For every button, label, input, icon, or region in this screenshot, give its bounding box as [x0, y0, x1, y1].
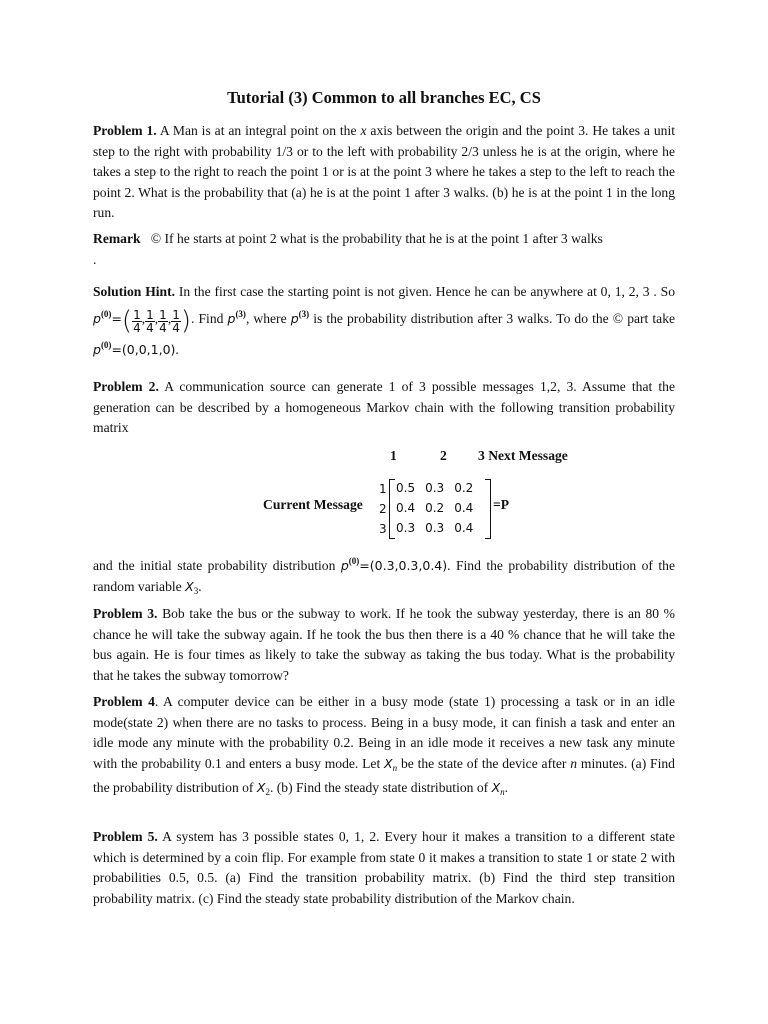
- hint-text-d: is the probability distribution after 3 walks. To do the: [313, 311, 609, 326]
- hint-text-b: . Find: [191, 311, 224, 326]
- p-symbol-2: p: [227, 311, 236, 326]
- sup-3b: (3): [298, 309, 310, 319]
- remark: [93, 229, 675, 270]
- fraction-4: $\frac{1}{4}$: [172, 308, 180, 335]
- col-header-3: 3 Next Message: [478, 448, 568, 463]
- hint-text-e: part take: [627, 311, 676, 326]
- p-symbol-4: p: [93, 342, 101, 357]
- sup-0: (0): [100, 309, 112, 319]
- matrix-row: [391, 518, 478, 538]
- matrix-brackets: [389, 479, 491, 539]
- row-label: Current Message: [263, 497, 363, 512]
- p-symbol: p: [93, 311, 101, 326]
- fraction-1: $\frac{1}{4}$: [133, 308, 141, 335]
- copyright-icon: ©: [150, 231, 162, 246]
- equals-sign-3: =: [359, 558, 370, 573]
- sup-3: (3): [235, 309, 246, 319]
- xn-sub: n: [392, 762, 398, 773]
- problem-4: [93, 692, 675, 803]
- p-symbol-3: p: [290, 311, 299, 326]
- problem-1-label: Problem 1.: [93, 123, 157, 138]
- row-index-2: 2: [379, 502, 387, 516]
- problem-4-text-a: . A computer device can be either in a busy mode (state 1) processing a task or in an idle mode(state 2) when there are no tasks to process. Being in a busy mode, it can finish a task and enter an idle mode any minute with the probability 0.2. Being in an idle mode it receives a new task any minute with the probability 0.1 and enters a busy mode. Let: [93, 694, 675, 771]
- vector-0010: (0,0,1,0): [121, 342, 176, 357]
- period: .: [198, 578, 202, 594]
- problem-2-label: Problem 2.: [93, 379, 159, 394]
- problem-1-text-a: A Man is at an integral point on the: [159, 123, 357, 138]
- vector-initial: (0.3,0.3,0.4): [369, 558, 448, 573]
- matrix-cell: 0.4: [396, 501, 416, 515]
- n-variable: n: [570, 755, 578, 771]
- matrix-row: [391, 478, 478, 498]
- problem-5: [93, 827, 675, 909]
- matrix-cell: 0.2: [454, 481, 474, 495]
- problem-5-text: A system has 3 possible states 0, 1, 2. Every hour it makes a transition to a different state which is determined by a coin flip. For example from state 0 it makes a transition to state 1 or state 2 with probabilities 0.5, 0.5. (a) Find the transition probability matrix. (b) Find the third step transition probability matrix. (c) Find the steady state probability distribution of the Markov chain.: [93, 829, 675, 906]
- x-symbol: X: [185, 578, 194, 594]
- row-index-1: 1: [379, 482, 387, 496]
- sup-0c: (0): [348, 556, 360, 566]
- copyright-icon-2: ©: [612, 311, 624, 326]
- problem-2-text-after-a: and the initial state probability distribution: [93, 558, 336, 573]
- transition-matrix: [263, 477, 683, 537]
- problem-4-label: Problem 4: [93, 694, 155, 709]
- hint-text-a: In the first case the starting point is not given. Hence he can be anywhere at 0, 1, 2, 3 . So: [178, 284, 675, 299]
- hint-label: Solution Hint.: [93, 284, 176, 299]
- problem-4-text-d: . (b) Find the steady state distribution of: [269, 780, 489, 796]
- equals-sign: =: [111, 311, 122, 326]
- fraction-3: $\frac{1}{4}$: [159, 308, 167, 335]
- equals-p: =P: [493, 497, 510, 512]
- problem-2-text-after-b: . Find the probability distribution of the random variable: [93, 558, 675, 594]
- period-2: .: [504, 780, 509, 796]
- problem-4-text-b: be the state of the device after: [400, 755, 567, 771]
- col-header-1: 1: [390, 448, 397, 463]
- problem-3: [93, 604, 675, 686]
- equals-sign-2: =: [111, 342, 122, 357]
- row-index-3: 3: [379, 522, 387, 536]
- x-sub-3: 3: [193, 585, 199, 596]
- matrix-cell: 0.2: [425, 501, 445, 515]
- matrix-cell: 0.4: [454, 501, 474, 515]
- remark-text: If he starts at point 2 what is the probability that he is at the point 1 after 3 walks: [164, 231, 603, 246]
- matrix-cell: 0.5: [396, 481, 416, 495]
- problem-3-label: Problem 3.: [93, 606, 158, 621]
- page-title: Tutorial (3) Common to all branches EC, CS: [227, 88, 541, 107]
- xn-sub-2: n: [500, 787, 505, 798]
- p-symbol-5: p: [340, 558, 349, 573]
- problem-1: [93, 121, 675, 224]
- matrix-cell: 0.3: [425, 481, 445, 495]
- paren-open-icon: (: [121, 306, 133, 336]
- matrix-cell: 0.3: [396, 521, 416, 535]
- x-variable: x: [360, 123, 367, 138]
- xn-symbol: X: [384, 755, 393, 771]
- problem-1-text-b: axis between the origin and the point 3. He takes a unit step to the right with probability 1/3 or to the left with probability 2/3 unless he is at the origin, where he takes a step to the right to reach the point 1 or is at the point 3 where he takes a step to the left to reach the point 2. What is the probability that (a) he is at the point 1 after 3 walks. (b) he is at the point 1 in the long run.: [93, 123, 676, 221]
- problem-3-text: Bob take the bus or the subway to work. If he took the subway yesterday, there is an 80 % chance he will take the subway again. If he took the bus then there is a 40 % chance that he will take the bus again. He is four times as likely to take the subway as taking the bus today. What is the probability that he takes the subway tomorrow?: [93, 606, 675, 683]
- xn-symbol-2: X: [491, 780, 501, 796]
- hint-text-c: , where: [245, 311, 287, 326]
- remark-trail: .: [93, 251, 97, 267]
- x2-symbol: X: [256, 780, 266, 796]
- problem-2-continued: [93, 551, 675, 601]
- x2-sub: 2: [265, 787, 270, 798]
- matrix-cell: 0.4: [454, 521, 474, 535]
- sup-0b: (0): [100, 340, 112, 350]
- col-header-2: 2: [440, 448, 447, 463]
- problem-5-label: Problem 5.: [93, 829, 158, 844]
- solution-hint: Solution Hint. In the first case the starting point is not given. Hence he can be anywhere at 0, 1, 2, 3 . So $p^{(0)}=$( $\frac{1}{4}$ , $\frac{1}{4}$ , $\frac{1}{4}$ , $\frac{1}{4}$ ). Find $p^{(3)}$, where $p^{(3)}$ is the probability distribution after 3 walks. To do the © part take $p^{(0)}=(0,0,1,0)$.: [93, 284, 676, 357]
- paren-close-icon: ): [180, 306, 192, 336]
- problem-2: [93, 377, 675, 439]
- matrix-row: [391, 498, 478, 518]
- problem-4-text-c: minutes. (a) Find the probability distribution of: [93, 755, 675, 796]
- fraction-2: $\frac{1}{4}$: [146, 308, 154, 335]
- matrix-cell: 0.3: [425, 521, 445, 535]
- problem-2-text: A communication source can generate 1 of 3 possible messages 1,2, 3. Assume that the generation can be described by a homogeneous Markov chain with the following transition probability matrix: [93, 379, 675, 436]
- remark-label: Remark: [93, 231, 141, 246]
